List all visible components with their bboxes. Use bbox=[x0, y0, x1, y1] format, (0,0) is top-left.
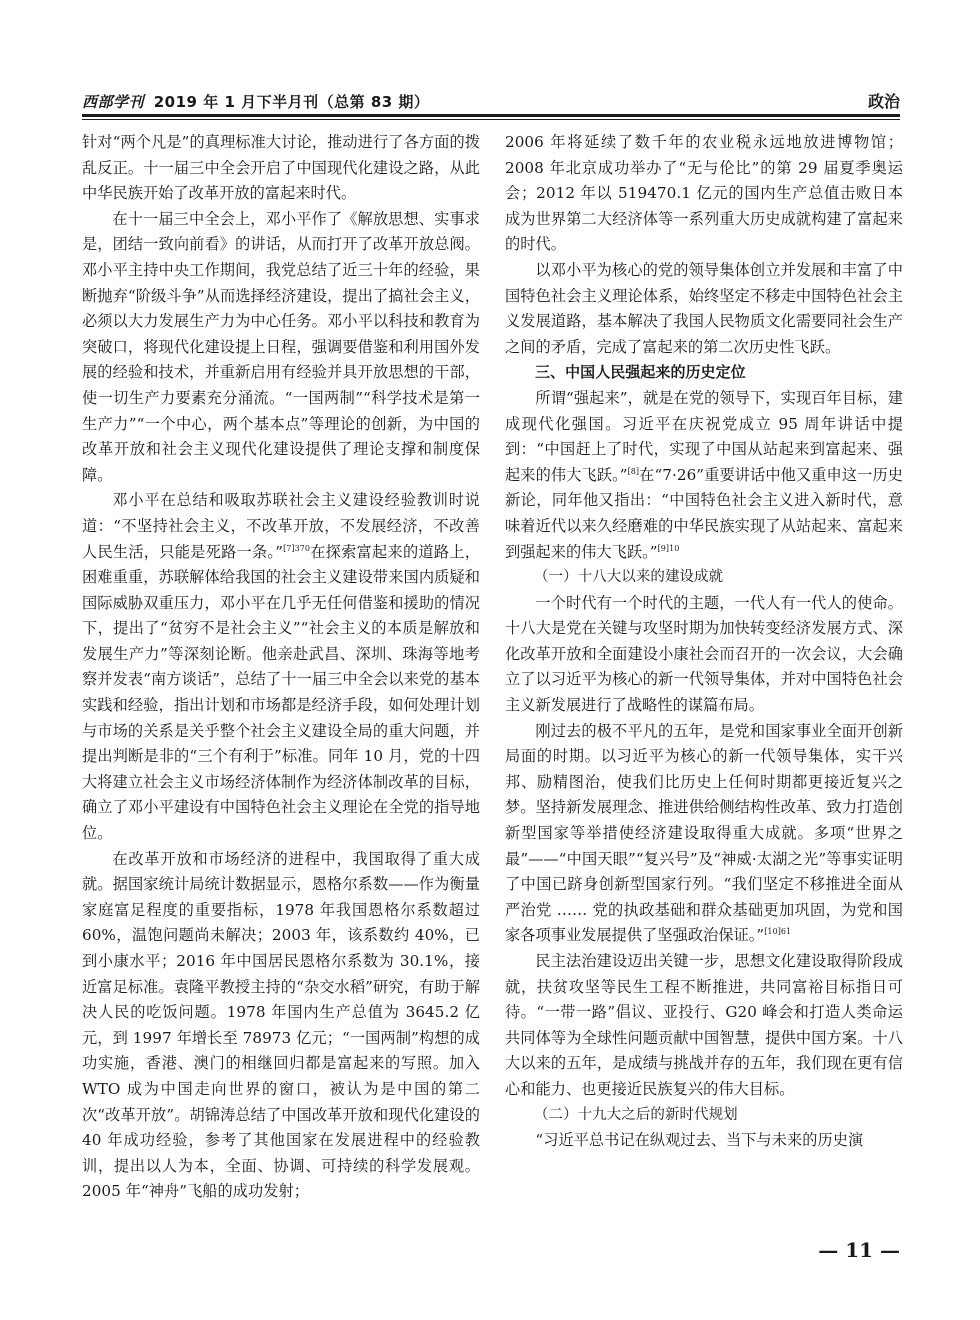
paragraph-text: 所谓“强起来”，就是在党的领导下，实现百年目标，建成现代化强国。习近平在庆祝党成立 95 周年讲话中提到：“中国赶上了时代，实现了中国从站起来到富起来、强起来的伟大飞跃。” bbox=[505, 388, 903, 484]
page-number: — 11 — bbox=[818, 1238, 900, 1262]
paragraph-text: 邓小平在总结和吸取苏联社会主义建设经验教训时说道：“不坚持社会主义，不改革开放，不发展经济，不改善人民生活，只能是死路一条。” bbox=[82, 491, 480, 561]
header-rule-thin bbox=[82, 119, 900, 120]
left-column bbox=[82, 130, 480, 1220]
paragraph-text: 在探索富起来的道路上，困难重重，苏联解体给我国的社会主义建设带来国内质疑和国际威胁双重压力，邓小平在几乎无任何借鉴和援助的情况下，提出了“贫穷不是社会主义”“社会主义的本质是解放和发展生产力”等深刻论断。他亲赴武昌、深圳、珠海等地考察并发表“南方谈话”，总结了十一届三中全会以来党的基本实践和经验，指出计划和市场都是经济手段，如何处理计划与市场的关系是关乎整个社会主义建设全局的重大问题，并提出判断是非的“三个有利于”标准。同年 10 月，党的十四大将建立社会主义市场经济体制作为经济体制改革的目标，确立了邓小平建设有中国特色社会主义理论在全党的指导地位。 bbox=[82, 542, 480, 843]
paragraph: 民主法治建设迈出关键一步，思想文化建设取得阶段成就，扶贫攻坚等民生工程不断推进，共同富裕目标指日可待。“一带一路”倡议、亚投行、G20 峰会和打造人类命运共同体等为全球性问题贡献中国智慧，提供中国方案。十八大以来的五年，是成绩与挑战并存的五年，我们现在更有信心和能力、也更接近民族复兴的伟大目标。 bbox=[505, 952, 903, 1098]
header-rule-thick bbox=[82, 114, 900, 117]
paragraph-text: 在“7·26”重要讲话中他又重申这一历史新论，同年他又指出：“中国特色社会主义进入新时代，意味着近代以来久经磨难的中华民族实现了从站起来、富起来到强起来的伟大飞跃。” bbox=[505, 465, 903, 561]
paragraph bbox=[505, 386, 903, 565]
paragraph: 在十一届三中全会上，邓小平作了《解放思想、实事求是，团结一致向前看》的讲话，从而打开了改革开放总阀。邓小平主持中央工作期间，我党总结了近三十年的经验，果断抛弃“阶级斗争”从而选择经济建设，提出了搞社会主义，必须以大力发展生产力为中心任务。邓小平以科技和教育为突破口，将现代化建设提上日程，强调要借鉴和利用国外发展的经验和技术，并重新启用有经验并具开放思想的干部，使一切生产力要素充分涌流。“一国两制”“科学技术是第一生产力”“一个中心，两个基本点”等理论的创新，为中国的改革开放和社会主义现代化建设提供了理论支撑和制度保障。 bbox=[82, 209, 480, 484]
issue-info: 2019 年 1 月下半月刊（总第 83 期） bbox=[153, 93, 430, 111]
citation: [10]61 bbox=[764, 927, 792, 937]
running-header bbox=[82, 86, 900, 112]
subsection-heading: （一）十八大以来的建设成就 bbox=[534, 569, 724, 586]
paragraph: 以邓小平为核心的党的领导集体创立并发展和丰富了中国特色社会主义理论体系，始终坚定不移走中国特色社会主义发展道路，基本解决了我国人民物质文化需要同社会生产之间的矛盾，完成了富起来的第二次历史性飞跃。 bbox=[505, 260, 903, 356]
citation: [9]10 bbox=[657, 543, 680, 553]
paragraph: “习近平总书记在纵观过去、当下与未来的历史演 bbox=[535, 1131, 864, 1150]
paragraph: 2006 年将延续了数千年的农业税永远地放进博物馆；2008 年北京成功举办了“无与伦比”的第 29 届夏季奥运会；2012 年以 519470.1 亿元的国内生产总值击败日本成为世界第二大经济体等一系列重大历史成就构建了富起来的时代。 bbox=[505, 133, 903, 254]
citation: [7]370 bbox=[283, 543, 311, 553]
paragraph-text: 刚过去的极不平凡的五年，是党和国家事业全面开创新局面的时期。以习近平为核心的新一代领导集体，实干兴邦、励精图治，使我们比历史上任何时期都更接近复兴之梦。坚持新发展理念、推进供给侧结构性改革、致力打造创新型国家等举措使经济建设取得重大成就。多项“世界之最”——“中国天眼”“复兴号”及“神威·太湖之光”等事实证明了中国已跻身创新型国家行列。“我们坚定不移推进全面从严治党 …… 党的执政基础和群众基础更加巩固，为党和国家各项事业发展提供了坚强政治保证。” bbox=[505, 721, 903, 945]
paragraph bbox=[82, 488, 480, 846]
section-heading: 三、中国人民强起来的历史定位 bbox=[535, 363, 746, 382]
paragraph: 一个时代有一个时代的主题，一代人有一代人的使命。十八大是党在关键与攻坚时期为加快转变经济发展方式、深化改革开放和全面建设小康社会而召开的一次会议，大会确立了以习近平为核心的新一代领导集体，并对中国特色社会主义新发展进行了战略性的谋篇布局。 bbox=[505, 593, 903, 715]
masthead bbox=[82, 91, 429, 112]
right-column bbox=[505, 130, 903, 1220]
journal-title: 西部学刊 bbox=[82, 93, 145, 111]
subsection-heading: （二）十九大之后的新时代规划 bbox=[534, 1106, 738, 1123]
citation: [8] bbox=[627, 466, 640, 476]
paragraph: 针对“两个凡是”的真理标准大讨论，推动进行了各方面的拨乱反正。十一届三中全会开启了中国现代化建设之路，从此中华民族开始了改革开放的富起来时代。 bbox=[82, 133, 480, 203]
paragraph bbox=[505, 719, 903, 949]
section-label: 政治 bbox=[867, 92, 900, 111]
paragraph: 在改革开放和市场经济的进程中，我国取得了重大成就。据国家统计局统计数据显示，恩格尔系数——作为衡量家庭富足程度的重要指标，1978 年我国恩格尔系数超过 60%，温饱问题尚未解决；2003 年，该系数约 40%，已到小康水平；2016 年中国居民恩格尔系数为 30.1%，接近富足标准。袁隆平教授主持的“杂交水稻”研究，有助于解决人民的吃饭问题。1978 年国内生产总值为 3645.2 亿元，到 1997 年增长至 78973 亿元；“一国两制”构想的成功实施，香港、澳门的相继回归都是富起来的写照。加入 WTO 成为中国走向世界的窗口，被认为是中国的第二次“改革开放”。胡锦涛总结了中国改革开放和现代化建设的 40 年成功经验，参考了其他国家在发展进程中的经验教训，提出以人为本，全面、协调、可持续的科学发展观。2005 年“神舟”飞船的成功发射； bbox=[82, 849, 480, 1201]
